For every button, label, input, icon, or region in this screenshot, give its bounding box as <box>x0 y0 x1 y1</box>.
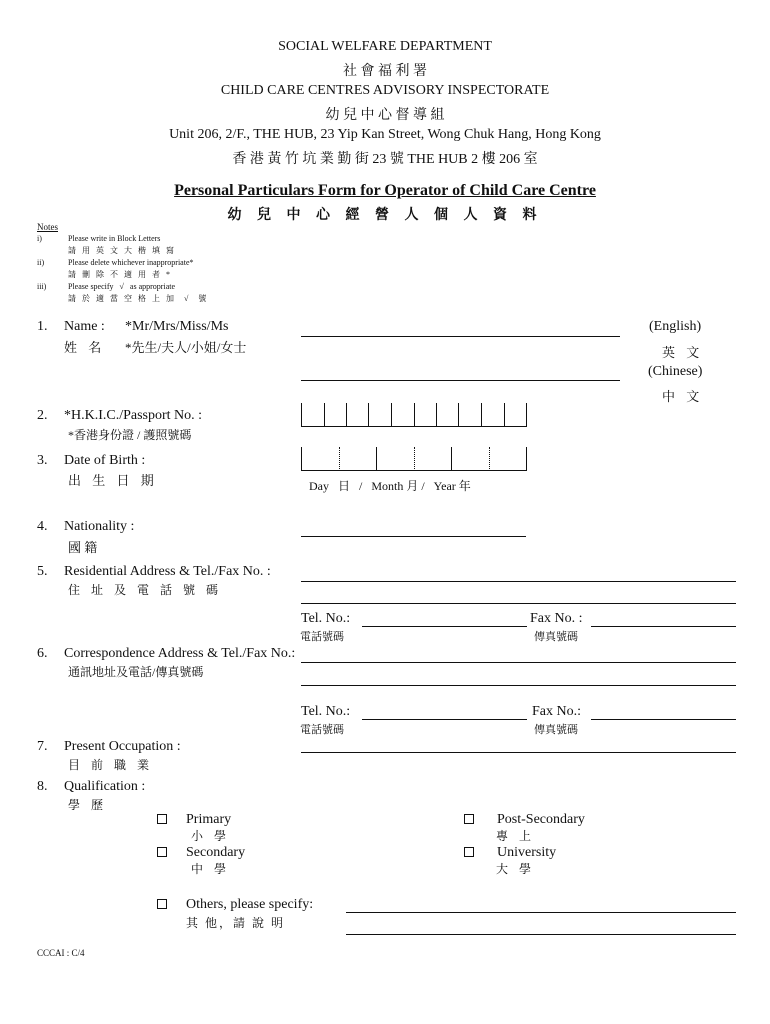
university-label-zh: 大 學 <box>496 862 536 876</box>
note-text-zh: 請 用 英 文 大 楷 填 寫 <box>68 246 176 255</box>
form-title-en: Personal Particulars Form for Operator of Child Care Centre <box>174 182 596 199</box>
dob-caption: Day 日 / Month 月 / Year 年 <box>309 479 471 493</box>
post-secondary-label-zh: 專 上 <box>496 829 536 843</box>
primary-label-zh: 小 學 <box>191 829 231 843</box>
field-number: 2. <box>37 408 48 423</box>
university-label: University <box>497 845 557 860</box>
box-divider <box>458 403 459 427</box>
note-text-en: Please specify √ as appropriate <box>68 282 176 291</box>
others-input-line-1[interactable] <box>346 912 736 913</box>
box-divider <box>414 403 415 427</box>
name-chinese-input-line[interactable] <box>301 380 620 381</box>
correspondence-label-zh: 通訊地址及電話/傳真號碼 <box>68 665 204 679</box>
box-divider <box>451 447 452 471</box>
address-en: Unit 206, 2/F., THE HUB, 23 Yip Kan Street, Wong Chuk Hang, Hong Kong <box>169 127 601 142</box>
university-checkbox[interactable] <box>464 847 474 857</box>
post-secondary-label: Post-Secondary <box>497 812 585 827</box>
others-input-line-2[interactable] <box>346 934 736 935</box>
field-number: 5. <box>37 564 48 579</box>
correspondence-fax-label: Fax No.: <box>532 704 581 719</box>
form-code: CCCAI : C/4 <box>37 948 85 958</box>
correspondence-fax-label-zh: 傳真號碼 <box>534 724 578 736</box>
box-divider <box>346 403 347 427</box>
department-zh: 社 會 福 利 署 <box>343 64 427 79</box>
hkic-label-en: *H.K.I.C./Passport No. : <box>64 408 203 423</box>
name-title-options-zh: *先生/夫人/小姐/女士 <box>125 340 247 355</box>
unit-en: CHILD CARE CENTRES ADVISORY INSPECTORATE <box>220 83 550 98</box>
field-number: 6. <box>37 646 48 661</box>
others-label: Others, please specify: <box>186 897 314 912</box>
residential-address-line-1[interactable] <box>301 581 736 582</box>
english-label-zh: 英 文 <box>662 345 704 360</box>
correspondence-tel-label-zh: 電話號碼 <box>300 724 344 736</box>
residential-fax-label: Fax No. : <box>530 611 583 626</box>
box-divider <box>481 403 482 427</box>
note-number: iii) <box>37 282 47 291</box>
form-title-zh: 幼 兒 中 心 經 營 人 個 人 資 料 <box>227 208 543 223</box>
nationality-input-line[interactable] <box>301 536 526 537</box>
note-number: ii) <box>37 258 45 267</box>
correspondence-label-en: Correspondence Address & Tel./Fax No.: <box>64 646 296 661</box>
residential-label-en: Residential Address & Tel./Fax No. : <box>64 564 271 579</box>
others-label-zh: 其 他，請 說 明 <box>186 916 286 930</box>
occupation-label-en: Present Occupation : <box>64 739 181 754</box>
qualification-label-en: Qualification : <box>64 779 146 794</box>
notes-heading: Notes <box>37 222 58 232</box>
name-label-zh: 姓 名 <box>64 340 106 355</box>
note-text-zh: 請 刪 除 不 適 用 者 * <box>68 270 172 279</box>
correspondence-address-line-2[interactable] <box>301 685 736 686</box>
box-divider <box>489 447 490 471</box>
residential-tel-label: Tel. No.: <box>301 611 351 626</box>
secondary-label-zh: 中 學 <box>191 862 231 876</box>
dob-label-en: Date of Birth : <box>64 453 146 468</box>
field-number: 4. <box>37 519 48 534</box>
box-divider <box>368 403 369 427</box>
post-secondary-checkbox[interactable] <box>464 814 474 824</box>
box-divider <box>339 447 340 471</box>
residential-fax-input-line[interactable] <box>591 626 736 627</box>
box-divider <box>436 403 437 427</box>
primary-label: Primary <box>186 812 232 827</box>
field-number: 3. <box>37 453 48 468</box>
box-divider <box>504 403 505 427</box>
box-divider <box>391 403 392 427</box>
name-label-en: Name : <box>64 319 105 334</box>
others-checkbox[interactable] <box>157 899 167 909</box>
correspondence-address-line-1[interactable] <box>301 662 736 663</box>
nationality-label-zh: 國 籍 <box>68 540 98 555</box>
correspondence-tel-label: Tel. No.: <box>301 704 351 719</box>
box-divider <box>376 447 377 471</box>
english-label: (English) <box>649 319 702 334</box>
box-divider <box>324 403 325 427</box>
box-divider <box>414 447 415 471</box>
correspondence-tel-input-line[interactable] <box>362 719 527 720</box>
name-english-input-line[interactable] <box>301 336 620 337</box>
field-number: 8. <box>37 779 48 794</box>
chinese-label-zh: 中 文 <box>662 389 704 404</box>
note-text-en: Please write in Block Letters <box>68 234 161 243</box>
residential-address-line-2[interactable] <box>301 603 736 604</box>
occupation-input-line[interactable] <box>301 752 736 753</box>
residential-label-zh: 住 址 及 電 話 號 碼 <box>68 583 223 597</box>
primary-checkbox[interactable] <box>157 814 167 824</box>
secondary-checkbox[interactable] <box>157 847 167 857</box>
name-title-options-en: *Mr/Mrs/Miss/Ms <box>125 319 229 334</box>
field-number: 7. <box>37 739 48 754</box>
unit-zh: 幼 兒 中 心 督 導 組 <box>325 108 445 123</box>
dob-label-zh: 出 生 日 期 <box>68 473 158 488</box>
residential-fax-label-zh: 傳真號碼 <box>534 631 578 643</box>
department-en: SOCIAL WELFARE DEPARTMENT <box>278 39 492 54</box>
chinese-label: (Chinese) <box>648 364 703 379</box>
secondary-label: Secondary <box>186 845 246 860</box>
field-number: 1. <box>37 319 48 334</box>
occupation-label-zh: 目 前 職 業 <box>68 758 154 772</box>
address-zh: 香 港 黃 竹 坑 業 勤 街 23 號 THE HUB 2 樓 206 室 <box>232 152 538 167</box>
note-number: i) <box>37 234 42 243</box>
correspondence-fax-input-line[interactable] <box>591 719 736 720</box>
residential-tel-label-zh: 電話號碼 <box>300 631 344 643</box>
note-text-en: Please delete whichever inappropriate* <box>68 258 194 267</box>
nationality-label-en: Nationality : <box>64 519 135 534</box>
qualification-label-zh: 學 歷 <box>68 798 108 812</box>
hkic-label-zh: *香港身份證 / 護照號碼 <box>68 428 192 442</box>
note-text-zh: 請 於 適 當 空 格 上 加 √ 號 <box>68 294 209 303</box>
residential-tel-input-line[interactable] <box>362 626 527 627</box>
